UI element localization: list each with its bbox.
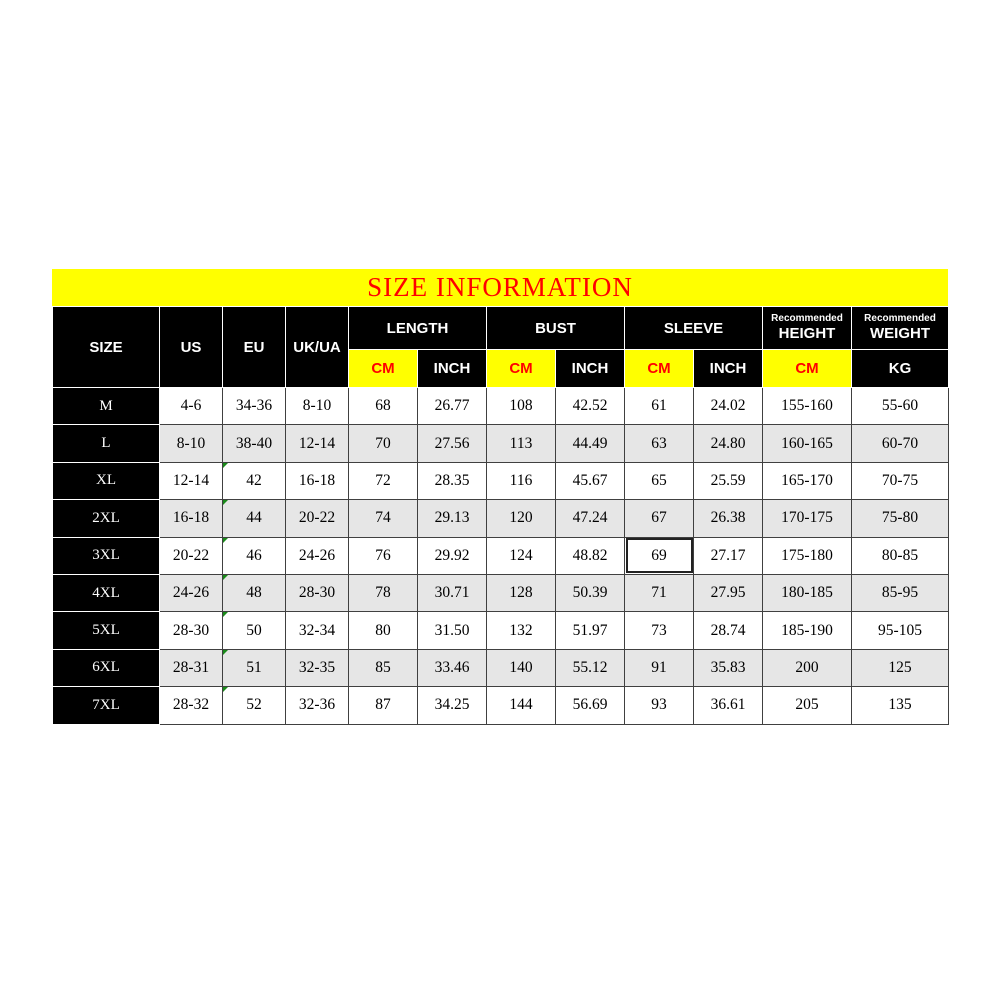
length-cm-cell: 87 [349,687,418,724]
sleeve-inch-header: INCH [694,350,763,388]
height-cm-cell: 165-170 [763,462,852,499]
sleeve-inch-cell: 35.83 [694,649,763,686]
size-cell: 2XL [53,500,160,537]
header-size: SIZE [53,307,160,388]
table-row [53,425,949,462]
sleeve-inch-cell: 24.02 [694,388,763,425]
uk-cell: 32-36 [286,687,349,724]
size-cell: XL [53,462,160,499]
bust-cm-cell: 120 [487,500,556,537]
eu-cell: 34-36 [223,388,286,425]
table-row [53,500,949,537]
table-row [53,612,949,649]
bust-inch-cell: 45.67 [556,462,625,499]
bust-inch-header: INCH [556,350,625,388]
eu-cell: 52 [223,687,286,724]
header-weight [852,307,949,350]
weight-kg-cell: 125 [852,649,949,686]
sleeve-inch-cell: 26.38 [694,500,763,537]
bust-inch-cell: 50.39 [556,574,625,611]
weight-kg-cell: 60-70 [852,425,949,462]
length-cm-cell: 68 [349,388,418,425]
table-body [53,388,949,725]
weight-kg-cell: 135 [852,687,949,724]
height-cm-cell: 180-185 [763,574,852,611]
uk-cell: 24-26 [286,537,349,574]
length-inch-cell: 26.77 [418,388,487,425]
length-inch-cell: 29.13 [418,500,487,537]
size-cell: M [53,388,160,425]
weight-kg-cell: 70-75 [852,462,949,499]
us-cell: 16-18 [160,500,223,537]
eu-cell: 46 [223,537,286,574]
bust-cm-cell: 144 [487,687,556,724]
bust-cm-cell: 140 [487,649,556,686]
eu-cell: 38-40 [223,425,286,462]
header-length: LENGTH [349,307,487,350]
weight-kg-cell: 95-105 [852,612,949,649]
header-height [763,307,852,350]
sleeve-cm-cell: 71 [625,574,694,611]
length-inch-cell: 27.56 [418,425,487,462]
bust-cm-cell: 128 [487,574,556,611]
sleeve-cm-cell: 67 [625,500,694,537]
eu-cell: 48 [223,574,286,611]
sleeve-cm-cell: 69 [625,537,694,574]
sleeve-inch-cell: 28.74 [694,612,763,649]
header-height-recommended: Recommended [771,313,843,324]
weight-kg-cell: 80-85 [852,537,949,574]
length-inch-cell: 28.35 [418,462,487,499]
header-uk: UK/UA [286,307,349,388]
header-height-label: HEIGHT [778,325,836,342]
table-row [53,462,949,499]
size-cell: 3XL [53,537,160,574]
sleeve-cm-cell: 63 [625,425,694,462]
sleeve-cm-header: CM [625,350,694,388]
table-row [53,388,949,425]
us-cell: 28-31 [160,649,223,686]
length-inch-cell: 33.46 [418,649,487,686]
length-cm-cell: 70 [349,425,418,462]
length-inch-cell: 30.71 [418,574,487,611]
bust-inch-cell: 51.97 [556,612,625,649]
us-cell: 4-6 [160,388,223,425]
us-cell: 24-26 [160,574,223,611]
height-cm-cell: 200 [763,649,852,686]
sleeve-inch-cell: 36.61 [694,687,763,724]
sleeve-cm-cell: 73 [625,612,694,649]
size-cell: 5XL [53,612,160,649]
table-row [53,574,949,611]
size-table [52,306,949,725]
us-cell: 12-14 [160,462,223,499]
bust-cm-cell: 108 [487,388,556,425]
size-cell: 4XL [53,574,160,611]
bust-inch-cell: 48.82 [556,537,625,574]
header-weight-label: WEIGHT [870,325,931,342]
length-inch-cell: 34.25 [418,687,487,724]
height-cm-cell: 155-160 [763,388,852,425]
bust-inch-cell: 56.69 [556,687,625,724]
sleeve-cm-cell: 65 [625,462,694,499]
bust-cm-cell: 124 [487,537,556,574]
weight-kg-header: KG [852,350,949,388]
height-cm-cell: 185-190 [763,612,852,649]
height-cm-cell: 160-165 [763,425,852,462]
length-inch-header: INCH [418,350,487,388]
length-cm-cell: 85 [349,649,418,686]
length-cm-cell: 76 [349,537,418,574]
bust-cm-cell: 132 [487,612,556,649]
bust-inch-cell: 42.52 [556,388,625,425]
uk-cell: 8-10 [286,388,349,425]
bust-cm-cell: 116 [487,462,556,499]
uk-cell: 32-35 [286,649,349,686]
sleeve-inch-cell: 27.95 [694,574,763,611]
sleeve-cm-cell: 91 [625,649,694,686]
length-cm-cell: 72 [349,462,418,499]
eu-cell: 44 [223,500,286,537]
us-cell: 28-30 [160,612,223,649]
table-row [53,649,949,686]
sleeve-inch-cell: 25.59 [694,462,763,499]
uk-cell: 16-18 [286,462,349,499]
eu-cell: 51 [223,649,286,686]
bust-inch-cell: 55.12 [556,649,625,686]
length-inch-cell: 31.50 [418,612,487,649]
eu-cell: 42 [223,462,286,499]
bust-cm-header: CM [487,350,556,388]
size-chart [52,269,948,725]
height-cm-cell: 170-175 [763,500,852,537]
height-cm-header: CM [763,350,852,388]
chart-title: SIZE INFORMATION [52,269,948,306]
header-sleeve: SLEEVE [625,307,763,350]
uk-cell: 28-30 [286,574,349,611]
weight-kg-cell: 55-60 [852,388,949,425]
length-cm-cell: 74 [349,500,418,537]
uk-cell: 32-34 [286,612,349,649]
weight-kg-cell: 75-80 [852,500,949,537]
length-inch-cell: 29.92 [418,537,487,574]
height-cm-cell: 175-180 [763,537,852,574]
length-cm-cell: 80 [349,612,418,649]
header-bust: BUST [487,307,625,350]
header-us: US [160,307,223,388]
eu-cell: 50 [223,612,286,649]
header-weight-recommended: Recommended [864,313,936,324]
us-cell: 20-22 [160,537,223,574]
size-cell: L [53,425,160,462]
bust-inch-cell: 44.49 [556,425,625,462]
weight-kg-cell: 85-95 [852,574,949,611]
sleeve-cm-cell: 61 [625,388,694,425]
us-cell: 8-10 [160,425,223,462]
bust-cm-cell: 113 [487,425,556,462]
length-cm-header: CM [349,350,418,388]
bust-inch-cell: 47.24 [556,500,625,537]
sleeve-cm-cell: 93 [625,687,694,724]
uk-cell: 12-14 [286,425,349,462]
sleeve-inch-cell: 27.17 [694,537,763,574]
height-cm-cell: 205 [763,687,852,724]
us-cell: 28-32 [160,687,223,724]
size-cell: 6XL [53,649,160,686]
table-row [53,537,949,574]
uk-cell: 20-22 [286,500,349,537]
header-eu: EU [223,307,286,388]
sleeve-inch-cell: 24.80 [694,425,763,462]
table-row [53,687,949,724]
length-cm-cell: 78 [349,574,418,611]
size-cell: 7XL [53,687,160,724]
